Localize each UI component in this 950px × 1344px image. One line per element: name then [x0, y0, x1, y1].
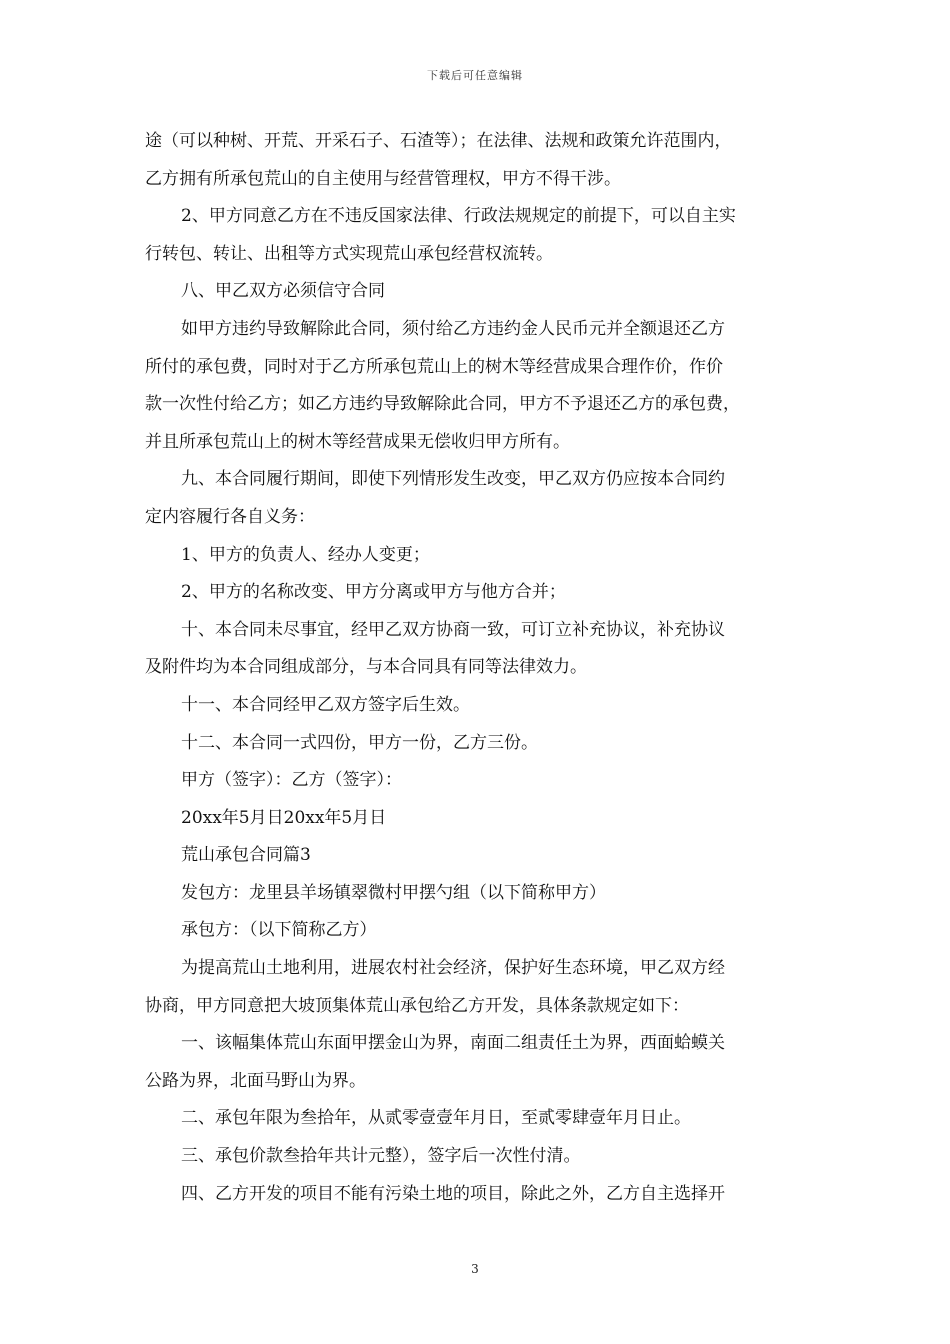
text-line: 途（可以种树、开荒、开采石子、石渣等）；在法律、法规和政策允许范围内， [145, 131, 732, 151]
signature-line: 甲方（签字）：乙方（签字）： [181, 770, 402, 791]
contract-title: 荒山承包合同篇3 [181, 845, 311, 866]
text-line: 二、承包年限为叁拾年，从贰零壹壹年月日，至贰零肆壹年月日止。 [181, 1108, 691, 1129]
header-note: 下载后可任意编辑 [427, 69, 523, 82]
text-line: 协商，甲方同意把大坡顶集体荒山承包给乙方开发，具体条款规定如下： [145, 995, 689, 1016]
page-number: 3 [471, 1262, 479, 1276]
text-line: 如甲方违约导致解除此合同，须付给乙方违约金人民币元并全额退还乙方 [181, 318, 725, 339]
text-line: 并且所承包荒山上的树木等经营成果无偿收归甲方所有。 [145, 431, 570, 452]
list-item: 1、甲方的负责人、经办人变更； [181, 544, 430, 565]
text-line: 三、承包价款叁拾年共计元整），签字后一次性付清。 [181, 1146, 581, 1167]
party-line: 承包方：（以下简称乙方） [181, 920, 377, 941]
text-line: 四、乙方开发的项目不能有污染土地的项目，除此之外，乙方自主选择开 [181, 1183, 725, 1204]
text-line: 公路为界，北面马野山为界。 [145, 1070, 366, 1091]
text-line: 2、甲方同意乙方在不违反国家法律、行政法规规定的前提下，可以自主实 [181, 206, 736, 227]
text-line: 为提高荒山土地利用，进展农村社会经济，保护好生态环境，甲乙双方经 [181, 958, 725, 979]
document-body [145, 123, 815, 1213]
text-line: 定内容履行各自义务： [145, 506, 315, 527]
party-line: 发包方：龙里县羊场镇翠微村甲摆勺组（以下简称甲方） [181, 882, 606, 903]
text-line: 九、本合同履行期间，即使下列情形发生改变，甲乙双方仍应按本合同约 [181, 469, 725, 490]
text-line: 十一、本合同经甲乙双方签字后生效。 [181, 694, 470, 715]
list-item: 2、甲方的名称改变、甲方分离或甲方与他方合并； [181, 582, 566, 603]
text-line: 一、该幅集体荒山东面甲摆金山为界，南面二组责任土为界，西面蛤蟆关 [181, 1033, 725, 1054]
date-line: 20xx年5月日20xx年5月日 [181, 807, 387, 828]
text-line: 款一次性付给乙方；如乙方违约导致解除此合同，甲方不予退还乙方的承包费， [145, 394, 740, 415]
text-line: 及附件均为本合同组成部分，与本合同具有同等法律效力。 [145, 657, 587, 678]
text-line: 乙方拥有所承包荒山的自主使用与经营管理权，甲方不得干涉。 [145, 168, 621, 189]
text-line: 十二、本合同一式四份，甲方一份，乙方三份。 [181, 732, 538, 753]
text-line: 所付的承包费，同时对于乙方所承包荒山上的树木等经营成果合理作价，作价 [145, 356, 723, 377]
text-line: 行转包、转让、出租等方式实现荒山承包经营权流转。 [145, 243, 553, 264]
text-line: 十、本合同未尽事宜，经甲乙双方协商一致，可订立补充协议，补充协议 [181, 619, 725, 640]
section-heading: 八、甲乙双方必须信守合同 [181, 281, 385, 302]
